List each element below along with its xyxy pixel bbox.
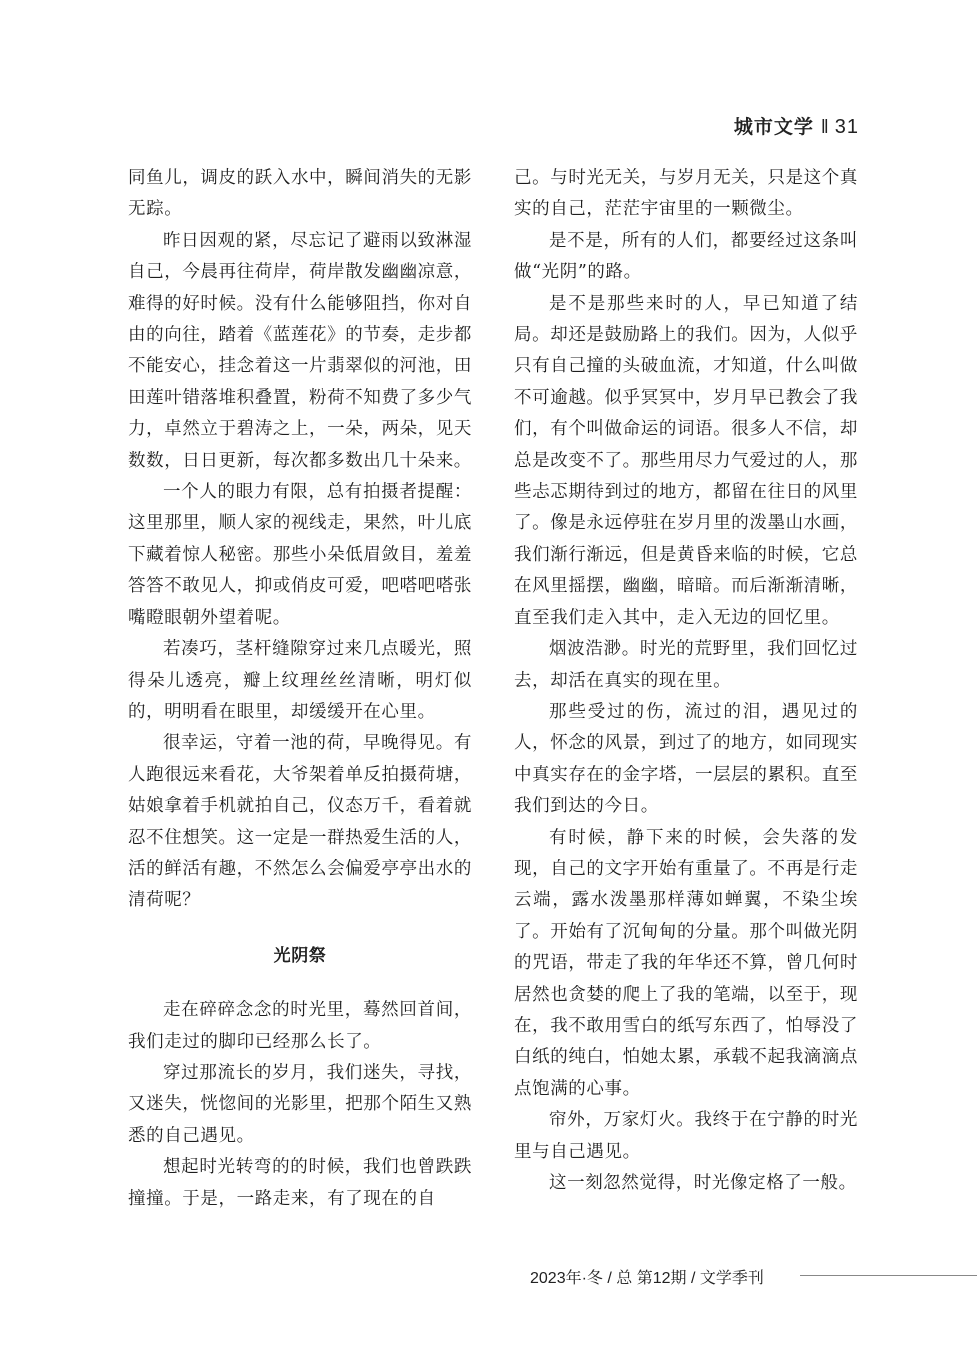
page-footer: 2023年·冬 / 总 第12期 / 文学季刊: [530, 1270, 764, 1287]
paragraph: 同鱼儿，调皮的跃入水中，瞬间消失的无影无踪。: [128, 168, 472, 220]
paragraph: 这一刻忽然觉得，时光像定格了一般。: [549, 1173, 857, 1193]
paragraph: 那些受过的伤，流过的泪，遇见过的人，怀念的风景，到过了的地方，如同现实中真实存在的金字塔，一层层的累积。直至我们到达的今日。: [514, 701, 858, 817]
paragraph: 穿过那流长的岁月，我们迷失，寻找，又迷失，恍惚间的光影里，把那个陌生又熟悉的自己遇见。: [128, 1062, 472, 1146]
running-header: [734, 112, 859, 139]
footer-rule: [800, 1275, 977, 1276]
journal-name: 城市文学: [733, 117, 814, 138]
paragraph: 帘外，万家灯火。我终于在宁静的时光里与自己遇见。: [514, 1110, 858, 1162]
paragraph: 有时候，静下来的时候，会失落的发现，自己的文字开始有重量了。不再是行走云端，露水泼墨那样薄如蝉翼，不染尘埃了。开始有了沉甸甸的分量。那个叫做光阴的咒语，带走了我的年华还不算，曾几何时居然也贪婪的爬上了我的笔端，以至于，现在，我不敢用雪白的纸写东西了，怕辱没了白纸的纯白，怕她太累，承载不起我滴滴点点饱满的心事。: [514, 827, 858, 1099]
paragraph: 走在碎碎念念的时光里，蓦然回首间，我们走过的脚印已经那么长了。: [128, 1000, 472, 1052]
section-title: 光阴祭: [273, 945, 327, 965]
paragraph: 己。与时光无关，与岁月无关，只是这个真实的自己，茫茫宇宙里的一颗微尘。: [514, 168, 858, 220]
paragraph: 若凑巧，茎杆缝隙穿过来几点暖光，照得朵儿透亮，瓣上纹理丝丝清晰，明灯似的，明明看在眼里，却缓缓开在心里。: [128, 639, 472, 722]
right-column: [514, 163, 858, 1199]
header-separator: ‖: [820, 117, 830, 138]
paragraph: 想起时光转弯的的时候，我们也曾跌跌撞撞。于是，一路走来，有了现在的自: [128, 1157, 472, 1209]
left-column: [128, 163, 472, 1215]
paragraph: 很幸运，守着一池的荷，早晚得见。有人跑很远来看花，大爷架着单反拍摄荷塘，姑娘拿着手机就拍自己，仪态万千，看着就忍不住想笑。这一定是一群热爱生活的人，活的鲜活有趣，不然怎么会偏爱亭亭出水的清荷呢？: [128, 733, 472, 911]
paragraph: 是不是那些来时的人，早已知道了结局。却还是鼓励路上的我们。因为，人似乎只有自己撞的头破血流，才知道，什么叫做不可逾越。似乎冥冥中，岁月早已教会了我们，有个叫做命运的词语。很多人不信，却总是改变不了。那些用尽力气爱过的人，那些忐忑期待到过的地方，都留在往日的风里了。像是永远停驻在岁月里的泼墨山水画，我们渐行渐远，但是黄昏来临的时候，它总在风里摇摆，幽幽，暗暗。而后渐渐清晰，直至我们走入其中，走入无边的回忆里。: [514, 293, 858, 628]
page-number: 31: [834, 116, 859, 138]
paragraph: 一个人的眼力有限，总有拍摄者提醒：这里那里，顺人家的视线走，果然，叶儿底下藏着惊人秘密。那些小朵低眉敛目，羞羞答答不敢见人，抑或俏皮可爱，吧嗒吧嗒张嘴瞪眼朝外望着呢。: [128, 482, 472, 628]
paragraph: 昨日因观的紧，尽忘记了避雨以致淋湿自己，今晨再往荷岸，荷岸散发幽幽凉意，难得的好时候。没有什么能够阻挡，你对自由的向往，踏着《蓝莲花》的节奏，走步都不能安心，挂念着这一片翡翠似的河池，田田莲叶错落堆积叠置，粉荷不知费了多少气力，卓然立于碧涛之上，一朵，两朵，见天数数，日日更新，每次都多数出几十朵来。: [128, 230, 472, 471]
paragraph: 是不是，所有的人们，都要经过这条叫做“光阴”的路。: [514, 230, 858, 283]
paragraph: 烟波浩渺。时光的荒野里，我们回忆过去，却活在真实的现在里。: [514, 639, 858, 691]
